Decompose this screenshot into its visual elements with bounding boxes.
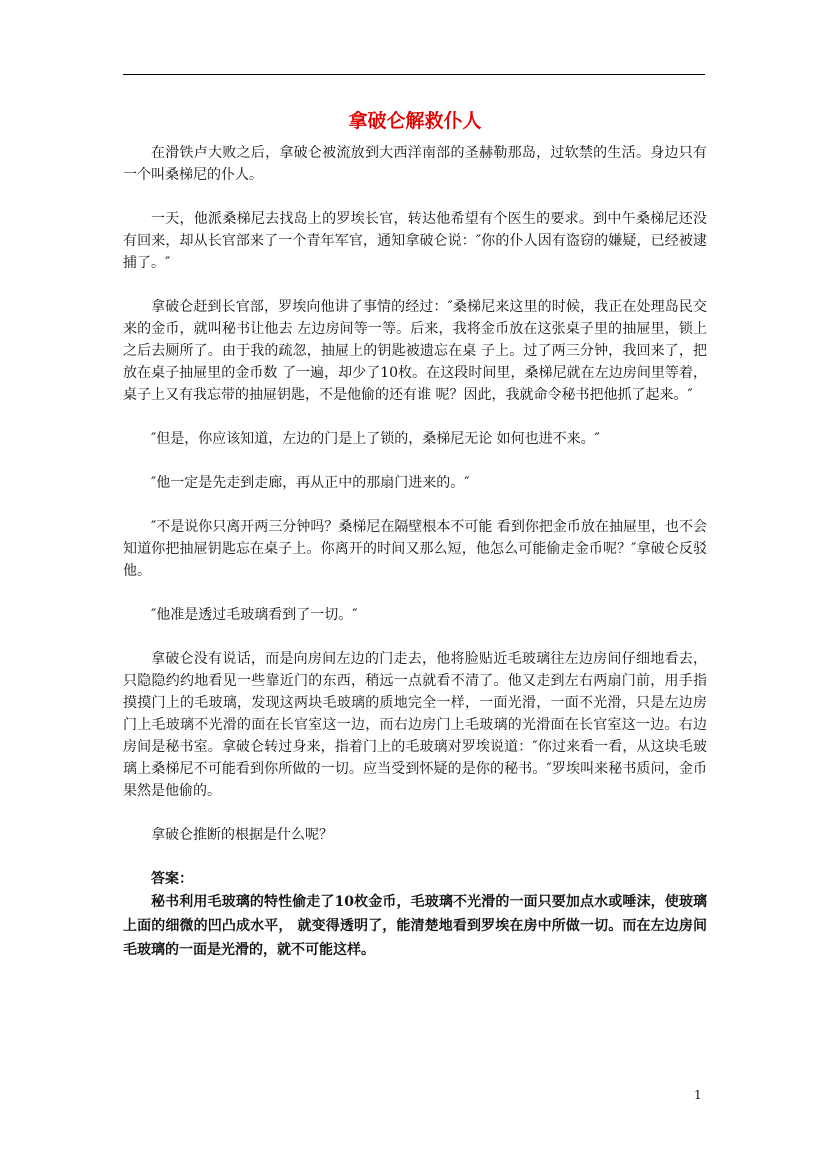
paragraph-7: ″他准是透过毛玻璃看到了一切。″ [151,607,358,623]
paragraph-6: ″不是说你只离开两三分钟吗？桑梯尼在隔壁根本不可能 看到你把金币放在抽屉里，也不会知道你把抽屉钥匙忘在桌子上。你离开的时间又那么短，他怎么可能偷走金币呢？″拿破仑反驳他。 [123,519,707,579]
document-title: 拿破仑解救仆人 [348,110,482,132]
answer-label: 答案： [151,871,193,887]
question-paragraph: 拿破仑推断的根据是什么呢？ [151,827,333,843]
paragraph-5: ″他一定是先走到走廊，再从正中的那扇门进来的。″ [151,475,470,491]
paragraph-3: 拿破仑赶到长官部，罗埃向他讲了事情的经过：″桑梯尼来这里的时候，我正在处理岛民交来的金币，就叫秘书让他去 左边房间等一等。后来，我将金币放在这张桌子里的抽屉里，锁上之后去厕所了。由于我的疏忽，抽屉上的钥匙被遗忘在桌 子上。过了两三分钟，我回来了，把放在桌子抽屉里的金币数 了一遍，却少了10枚。在这段时间里，桑梯尼就在左边房间里等着，桌子上又有我忘带的抽屉钥匙，不是他偷的还有谁 呢？因此，我就命令秘书把他抓了起来。″ [123,299,707,403]
page-number: 1 [694,1088,702,1102]
paragraph-4: ″但是，你应该知道，左边的门是上了锁的，桑梯尼无论 如何也进不来。″ [151,431,600,447]
paragraph-8: 拿破仑没有说话，而是向房间左边的门走去，他将脸贴近毛玻璃往左边房间仔细地看去，只隐隐约约地看见一些靠近门的东西，稍远一点就看不清了。他又走到左右两扇门前，用手指摸摸门上的毛玻璃，发现这两块毛玻璃的质地完全一样，一面光滑，一面不光滑，只是左边房门上毛玻璃不光滑的面在长官室这一边，而右边房门上毛玻璃的光滑面在长官室这一边。右边房间是秘书室。拿破仑转过身来，指着门上的毛玻璃对罗埃说道：″你过来看一看，从这块毛玻璃上桑梯尼不可能看到你所做的一切。应当受到怀疑的是你的秘书。″罗埃叫来秘书质问，金币果然是他偷的。 [123,651,707,799]
header-rule [123,74,705,75]
paragraph-1: 在滑铁卢大败之后，拿破仑被流放到大西洋南部的圣赫勒那岛，过软禁的生活。身边只有一个叫桑梯尼的仆人。 [123,145,707,183]
paragraph-2: 一天，他派桑梯尼去找岛上的罗埃长官，转达他希望有个医生的要求。到中午桑梯尼还没有回来，却从长官部来了一个青年军官，通知拿破仑说：″你的仆人因有盗窃的嫌疑，已经被逮捕了。″ [123,211,707,271]
answer-text: 秘书利用毛玻璃的特性偷走了10枚金币，毛玻璃不光滑的一面只要加点水或唾沫，使玻璃上面的细微的凹凸成水平， 就变得透明了，能清楚地看到罗埃在房中所做一切。而在左边房间毛玻璃的一面是光滑的，就不可能这样。 [123,894,707,958]
document-body [123,108,707,962]
